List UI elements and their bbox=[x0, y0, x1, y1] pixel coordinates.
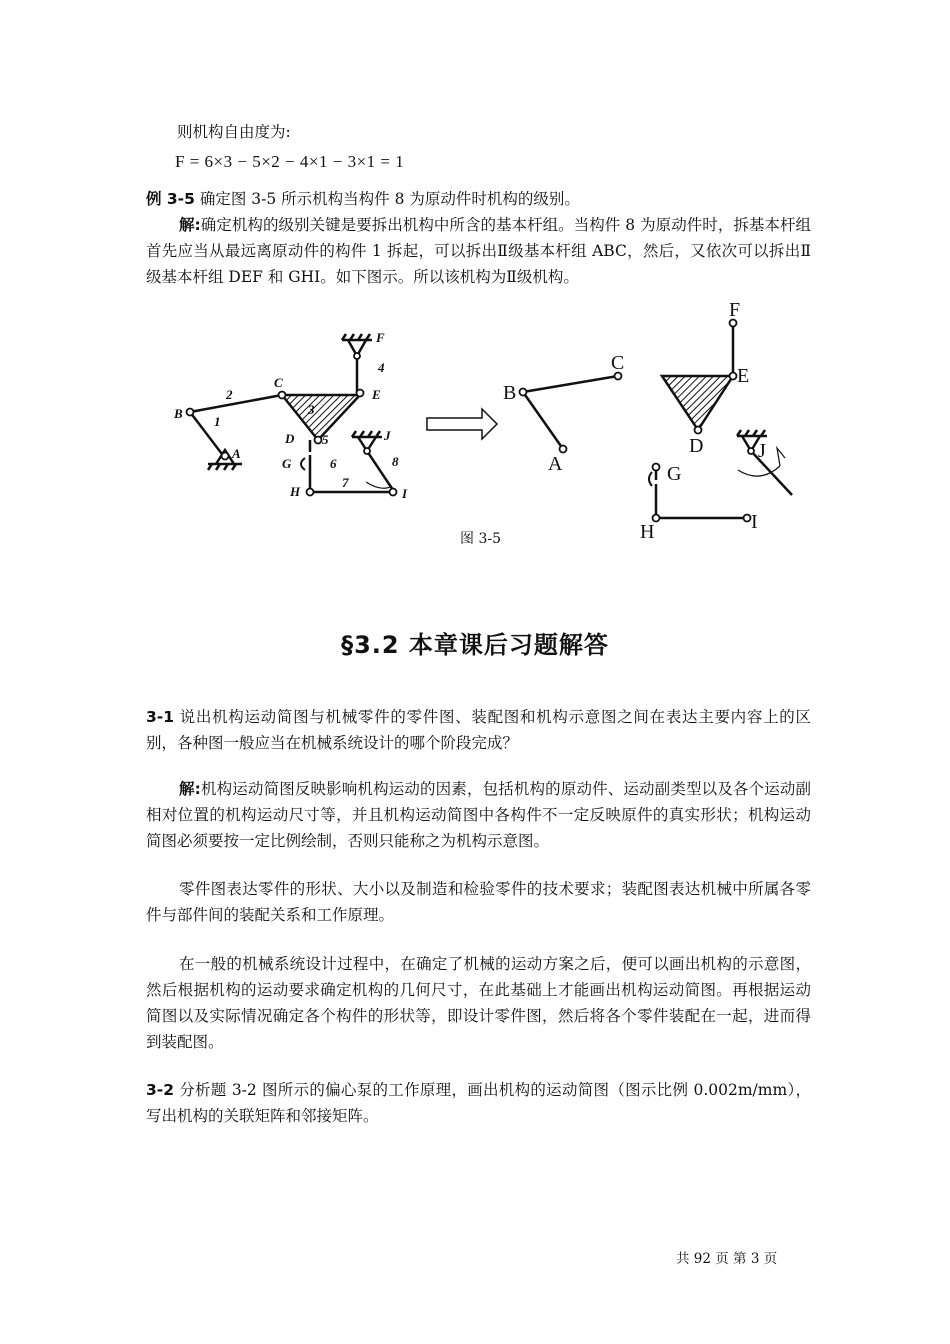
left-label-I: I bbox=[402, 486, 408, 501]
left-label-C: C bbox=[274, 375, 283, 390]
left-label-D: D bbox=[285, 431, 295, 446]
right-label-A: A bbox=[548, 453, 563, 475]
question-3-1 bbox=[146, 704, 811, 756]
left-label-2: 2 bbox=[226, 387, 233, 402]
left-label-6: 6 bbox=[330, 456, 337, 471]
question-3-2-text: 分析题 3-2 图所示的偏心泵的工作原理，画出机构的运动简图（图示比例 0.002m/mm），写出机构的关联矩阵和邻接矩阵。 bbox=[146, 1081, 811, 1125]
question-3-2-label: 3-2 bbox=[146, 1081, 175, 1099]
left-label-A: A bbox=[232, 446, 241, 461]
example-text: 确定图 3-5 所示机构当构件 8 为原动件时机构的级别。 bbox=[199, 190, 580, 208]
left-label-E: E bbox=[372, 387, 381, 402]
slider-g-icon bbox=[301, 458, 305, 470]
example-label: 例 3-5 bbox=[146, 190, 195, 208]
left-label-3: 3 bbox=[308, 402, 315, 417]
figure-caption: 图 3-5 bbox=[460, 531, 501, 547]
answer-3-1-para1 bbox=[146, 776, 811, 854]
intro-line: 则机构自由度为: bbox=[177, 123, 291, 141]
left-label-F: F bbox=[376, 330, 385, 345]
right-label-G: G bbox=[667, 463, 682, 485]
rotation-arrow-right-icon bbox=[777, 448, 785, 466]
answer-3-1-label: 解: bbox=[179, 780, 201, 798]
answer-3-1-para1-text: 机构运动简图反映影响机构运动的因素，包括机构的原动件、运动副类型以及各个运动副相对位置的机构运动尺寸等，并且机构运动简图中各构件不一定反映原件的真实形状；机构运动简图必须要按一定比例绘制，否则只能称之为机构示意图。 bbox=[146, 780, 811, 850]
section-title: §3.2 本章课后习题解答 bbox=[341, 631, 609, 659]
triangle-def bbox=[662, 376, 733, 430]
right-decomposition bbox=[523, 323, 792, 518]
question-3-1-text: 说出机构运动简图与机械零件的零件图、装配图和机构示意图之间在表达主要内容上的区别，各种图一般应当在机械系统设计的哪个阶段完成？ bbox=[146, 708, 811, 752]
left-label-5: 5 bbox=[322, 432, 329, 447]
left-label-J: J bbox=[384, 428, 391, 443]
transform-arrow-icon bbox=[427, 409, 497, 439]
answer-3-1-para2: 零件图表达零件的形状、大小以及制造和检验零件的技术要求；装配图表达机械中所属各零件与部件间的装配关系和工作原理。 bbox=[146, 880, 811, 924]
left-label-G: G bbox=[282, 456, 292, 471]
left-label-4: 4 bbox=[378, 360, 385, 375]
left-label-1: 1 bbox=[214, 414, 221, 429]
right-label-F: F bbox=[729, 299, 741, 321]
left-label-8: 8 bbox=[392, 454, 399, 469]
figure-3-5 bbox=[160, 296, 820, 546]
right-joints bbox=[520, 320, 755, 522]
right-label-D: D bbox=[689, 435, 704, 457]
right-label-H: H bbox=[640, 521, 655, 543]
left-label-B: B bbox=[174, 406, 183, 421]
page-footer: 共 92 页 第 3 页 bbox=[676, 1251, 778, 1267]
right-label-J: J bbox=[758, 440, 766, 462]
example-question bbox=[146, 186, 816, 212]
right-label-C: C bbox=[611, 352, 625, 374]
question-3-1-label: 3-1 bbox=[146, 708, 175, 726]
left-label-7: 7 bbox=[342, 475, 349, 490]
right-label-I: I bbox=[751, 511, 758, 533]
solution-label: 解: bbox=[179, 216, 201, 234]
left-label-H: H bbox=[290, 484, 301, 499]
example-solution bbox=[146, 212, 811, 290]
left-mechanism bbox=[190, 334, 393, 492]
right-label-B: B bbox=[503, 382, 517, 404]
question-3-2 bbox=[146, 1077, 811, 1129]
solution-text: 确定机构的级别关键是要拆出机构中所含的基本杆组。当构件 8 为原动件时，拆基本杆组首先应当从最远离原动件的构件 1 拆起，可以拆出Ⅱ级基本杆组 ABC，然后，又依次可以拆出Ⅱ级基本杆组 DEF 和 GHI。如下图示。所以该机构为Ⅱ级机构。 bbox=[146, 216, 812, 286]
answer-3-1-para3: 在一般的机械系统设计过程中，在确定了机械的运动方案之后，便可以画出机构的示意图，然后根据机构的运动要求确定机构的几何尺寸，在此基础上才能画出机构运动简图。再根据运动简图以及实际情况确定各个构件的形状等，即设计零件图，然后将各个零件装配在一起，进而得到装配图。 bbox=[146, 955, 811, 1051]
dof-formula: F = 6×3 − 5×2 − 4×1 − 3×1 = 1 bbox=[175, 152, 405, 171]
right-label-E: E bbox=[737, 365, 750, 387]
slider-g-right-icon bbox=[649, 472, 652, 486]
